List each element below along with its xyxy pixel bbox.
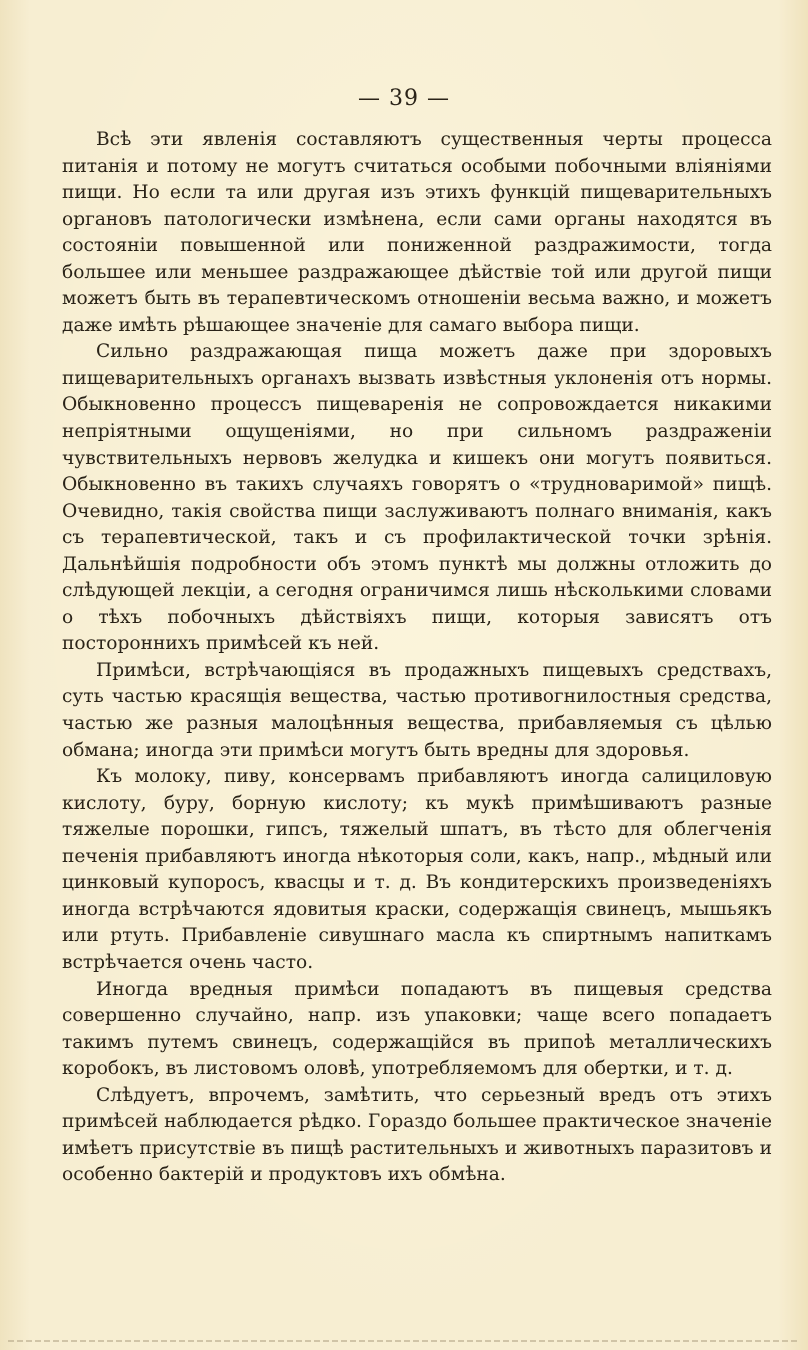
paragraph-1: Всѣ эти явленія составляютъ существенныя черты процесса питанія и потому не могутъ считаться особыми побочными вліяніями пищи. Но если та или другая изъ этихъ функцій пищеварительныхъ органовъ патологически измѣнена, если сами органы находятся въ состояніи повышенной или пониженной раздражимости, тогда большее или меньшее раздражающее дѣйствіе той или другой пищи можетъ быть въ терапевтическомъ отношеніи весьма важно, и можетъ даже имѣть рѣшающее значеніе для самаго выбора пищи.: [62, 129, 772, 336]
page-edge-divider: [8, 1340, 800, 1342]
paragraph-3: Примѣси, встрѣчающіяся въ продажныхъ пищевыхъ средствахъ, суть частью красящія вещества, частью противогнилостныя средства, частью же разныя малоцѣнныя вещества, прибавляемыя съ цѣлью обмана; иногда эти примѣси могутъ быть вредны для здоровья.: [62, 659, 772, 761]
body-text: [62, 127, 772, 1189]
paragraph-2: Сильно раздражающая пища можетъ даже при здоровыхъ пищеварительныхъ органахъ вызвать извѣстныя уклоненія отъ нормы. Обыкновенно процессъ пищеваренія не сопровождается никакими непріятными ощущеніями, но при сильномъ раздраженіи чувствительныхъ нервовъ желудка и кишекъ они могутъ появиться. Обыкновенно въ такихъ случаяхъ говорятъ о «трудноваримой» пищѣ. Очевидно, такія свойства пищи заслуживаютъ полнаго вниманія, какъ съ терапевтической, такъ и съ профилактической точки зрѣнія. Дальнѣйшія подробности объ этомъ пунктѣ мы должны отложить до слѣдующей лекціи, а сегодня ограничимся лишь нѣсколькими словами о тѣхъ побочныхъ дѣйствіяхъ пищи, которыя зависятъ отъ постороннихъ примѣсей къ ней.: [62, 341, 772, 655]
page-number: — 39 —: [358, 86, 450, 111]
paragraph-4: Къ молоку, пиву, консервамъ прибавляютъ иногда салициловую кислоту, буру, борную кислоту; къ мукѣ примѣшиваютъ разные тяжелые порошки, гипсъ, тяжелый шпатъ, въ тѣсто для облегченія печенія прибавляютъ иногда нѣкоторыя соли, какъ, напр., мѣдный или цинковый купоросъ, квасцы и т. д. Въ кондитерскихъ произведеніяхъ иногда встрѣчаются ядовитыя краски, содержащія свинецъ, мышьякъ или ртуть. Прибавленіе сивушнаго масла къ спиртнымъ напиткамъ встрѣчается очень часто.: [62, 766, 772, 973]
paragraph-6: Слѣдуетъ, впрочемъ, замѣтить, что серьезный вредъ отъ этихъ примѣсей наблюдается рѣдко. Гораздо большее практическое значеніе имѣетъ присутствіе въ пищѣ растительныхъ и животныхъ паразитовъ и особенно бактерій и продуктовъ ихъ обмѣна.: [62, 1084, 772, 1186]
paragraph-5: Иногда вредныя примѣси попадаютъ въ пищевыя средства совершенно случайно, напр. изъ упаковки; чаще всего попадаетъ такимъ путемъ свинецъ, содержащійся въ припоѣ металлическихъ коробокъ, въ листовомъ оловѣ, употребляемомъ для обертки, и т. д.: [62, 978, 772, 1080]
